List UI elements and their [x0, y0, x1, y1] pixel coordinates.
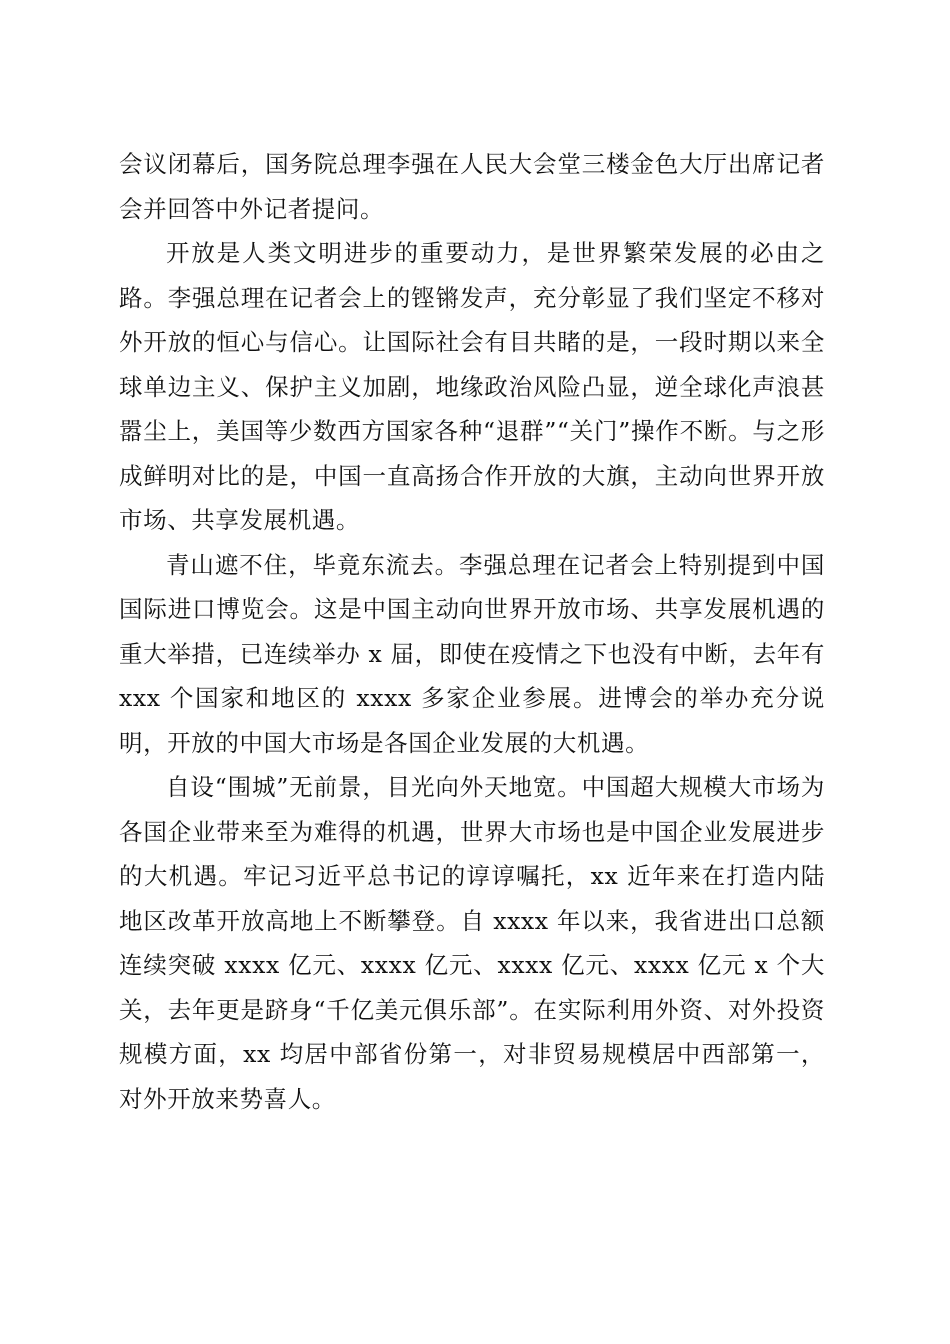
paragraph-2: 开放是人类文明进步的重要动力，是世界繁荣发展的必由之路。李强总理在记者会上的铿锵发声，充分彰显了我们坚定不移对外开放的恒心与信心。让国际社会有目共睹的是，一段时期以来全球单边主义、保护主义加剧，地缘政治风险凸显，逆全球化声浪甚嚣尘上，美国等少数西方国家各种“退群”“关门”操作不断。与之形成鲜明对比的是，中国一直高扬合作开放的大旗，主动向世界开放市场、共享发展机遇。 — [119, 239, 825, 534]
document-body — [119, 142, 825, 1121]
paragraph-1: 会议闭幕后，国务院总理李强在人民大会堂三楼金色大厅出席记者会并回答中外记者提问。 — [119, 150, 825, 223]
paragraph-3: 青山遮不住，毕竟东流去。李强总理在记者会上特别提到中国国际进口博览会。这是中国主动向世界开放市场、共享发展机遇的重大举措，已连续举办 x 届，即使在疫情之下也没有中断，去年有 xxx 个国家和地区的 xxxx 多家企业参展。进博会的举办充分说明，开放的中国大市场是各国企业发展的大机遇。 — [119, 550, 825, 757]
paragraph-4: 自设“围城”无前景，目光向外天地宽。中国超大规模大市场为各国企业带来至为难得的机遇，世界大市场也是中国企业发展进步的大机遇。牢记习近平总书记的谆谆嘱托，xx 近年来在打造内陆地区改革开放高地上不断攀登。自 xxxx 年以来，我省进出口总额连续突破 xxxx 亿元、xxxx 亿元、xxxx 亿元、xxxx 亿元 x 个大关，去年更是跻身“千亿美元俱乐部”。在实际利用外资、对外投资规模方面，xx 均居中部省份第一，对非贸易规模居中西部第一，对外开放来势喜人。 — [119, 773, 825, 1113]
